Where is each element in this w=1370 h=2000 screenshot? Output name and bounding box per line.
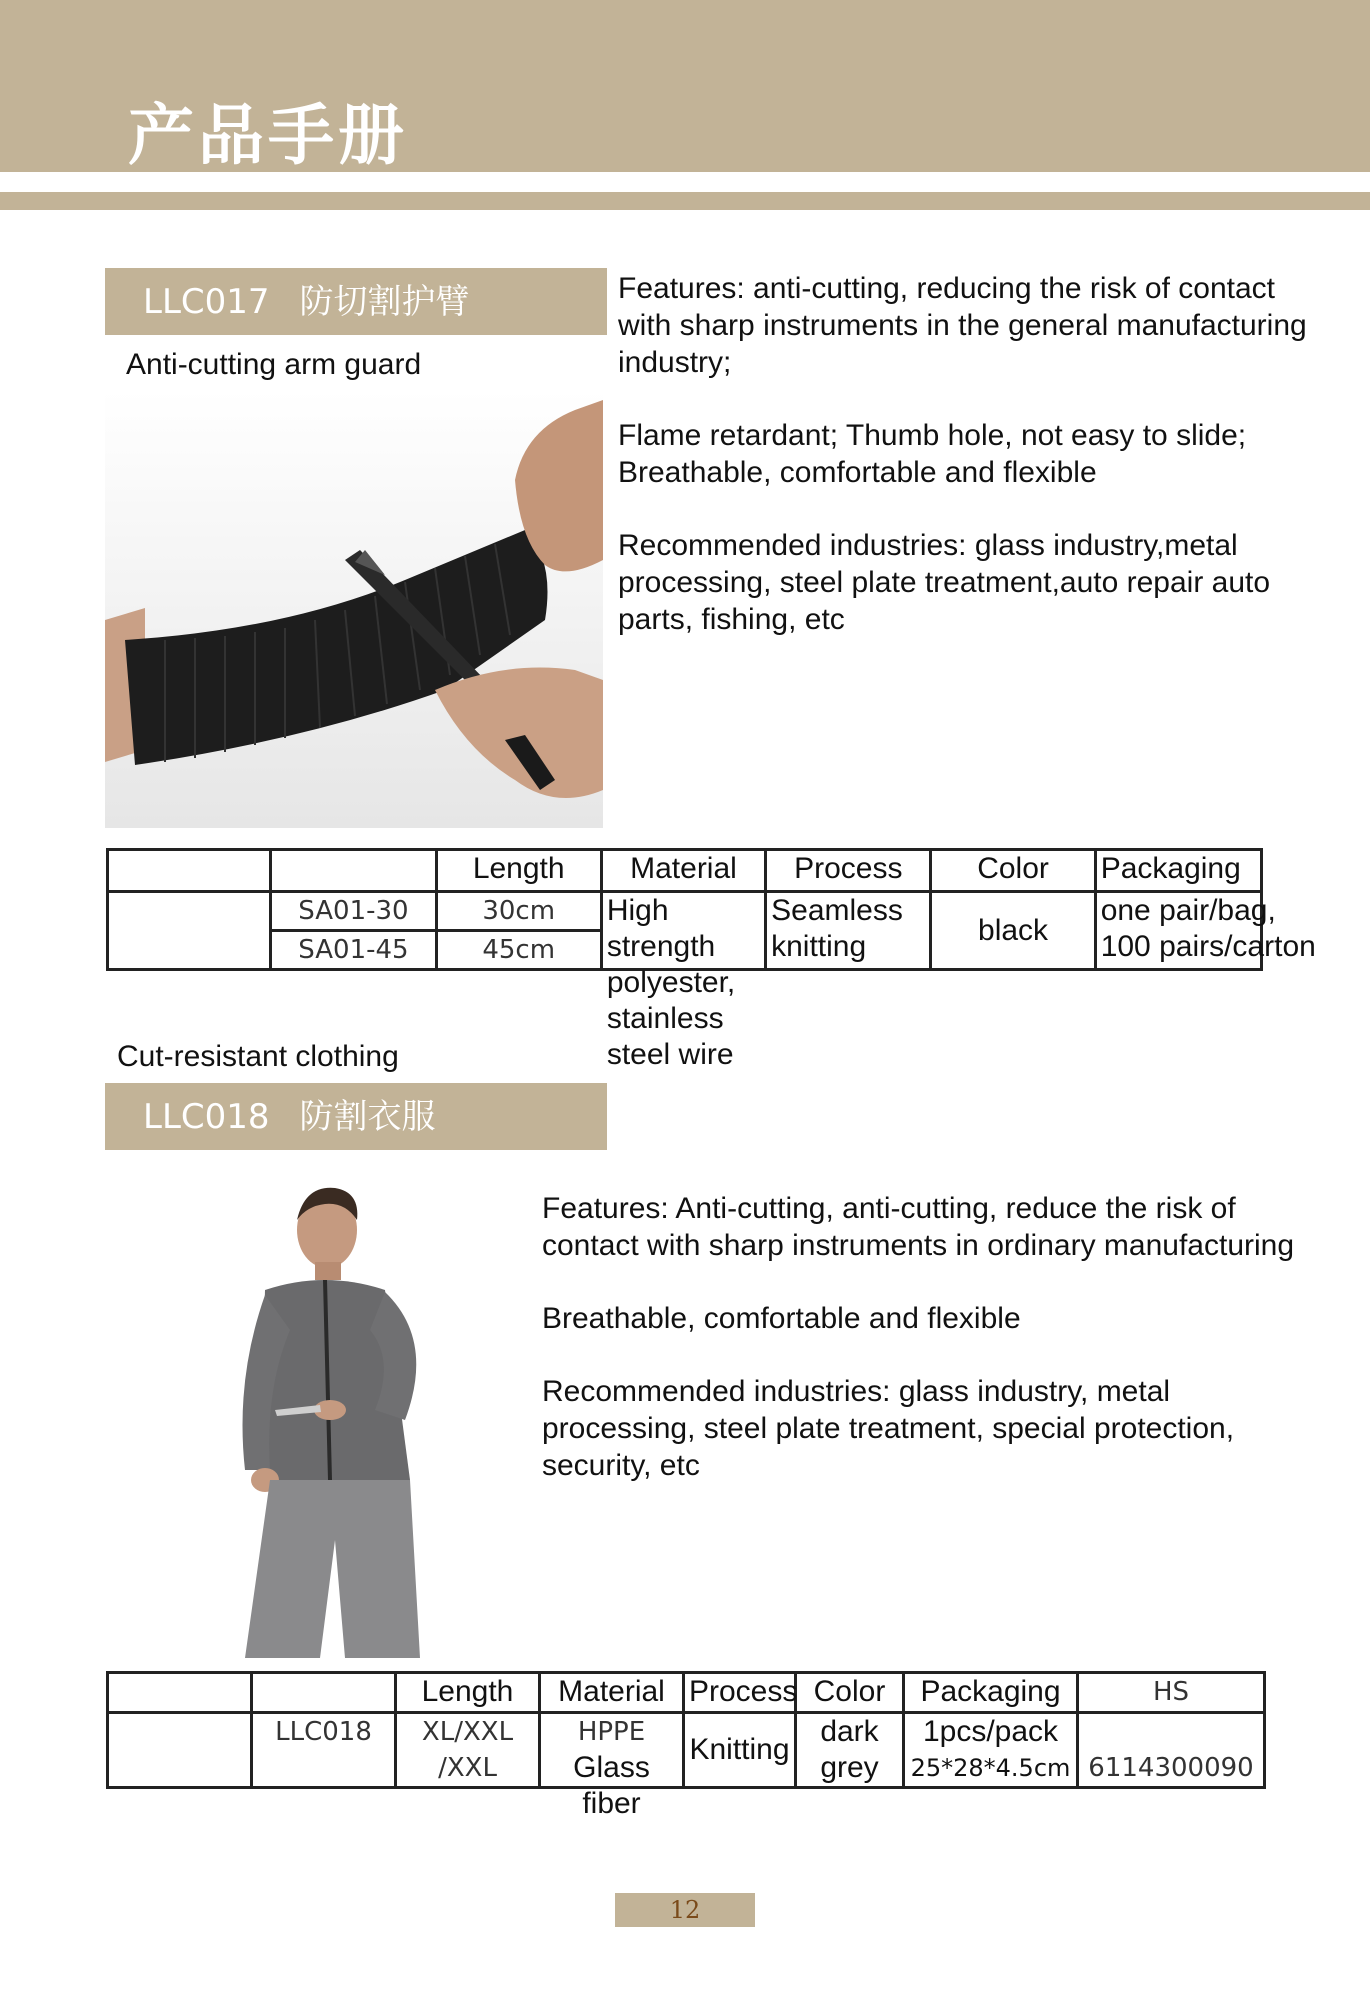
length-cell: 45cm [436, 931, 601, 970]
header-cell: Length [396, 1673, 540, 1713]
product1-tag [105, 268, 607, 335]
product1-paragraph: Recommended industries: glass industry,metal processing, steel plate treatment,auto repair auto parts, fishing, etc [618, 529, 1271, 636]
process-cell [766, 892, 931, 970]
packaging-cell [1095, 892, 1316, 970]
length-cell [396, 1713, 540, 1788]
product1-name-en: Anti-cutting arm guard [126, 348, 422, 381]
material-line: strength [606, 930, 716, 963]
header-cell-text: Packaging [1100, 852, 1241, 885]
header-cell [108, 1673, 252, 1713]
color-cell: black [931, 892, 1095, 970]
hs-code-cell: 6114300090 [1078, 1713, 1265, 1788]
table-row [108, 1713, 1265, 1788]
header-cell: Color [931, 850, 1095, 892]
header-cell: Process [684, 1673, 796, 1713]
product1-code: LLC017 [143, 281, 270, 322]
material-line: steel wire [606, 1038, 734, 1071]
product2-paragraph: Features: Anti-cutting, anti-cutting, reduce the risk of contact with sharp instruments in ordinary manufacturing [542, 1192, 1295, 1262]
clothing-photo [235, 1180, 471, 1658]
process-line: knitting [771, 930, 867, 963]
material-line: stainless [606, 1002, 724, 1035]
model-cell: LLC018 [252, 1713, 396, 1788]
header-cell: Process [766, 850, 931, 892]
length-cell: 30cm [436, 892, 601, 931]
header-cell: Length [436, 850, 601, 892]
product1-description [618, 270, 1328, 638]
product2-tag [105, 1083, 607, 1150]
table-row [108, 892, 1262, 931]
material-cell [601, 892, 765, 1071]
page-number: 12 [615, 1893, 755, 1927]
product2-paragraph: Recommended industries: glass industry, metal processing, steel plate treatment, special protection, security, etc [542, 1375, 1235, 1482]
product2-paragraph: Breathable, comfortable and flexible [542, 1302, 1021, 1335]
packaging-line: 1pcs/pack [922, 1715, 1059, 1748]
material-line: HPPE [577, 1717, 646, 1747]
product1-name-cn: 防切割护臂 [299, 281, 470, 322]
material-line: polyester, [606, 966, 736, 999]
product2-code: LLC018 [143, 1096, 270, 1137]
header-cell: HS [1078, 1673, 1265, 1713]
color-cell [796, 1713, 904, 1788]
header-cell: Color [796, 1673, 904, 1713]
process-line: Seamless [771, 894, 903, 927]
product2-description [542, 1190, 1302, 1484]
color-line: grey [820, 1751, 879, 1784]
product2-name-cn: 防割衣服 [299, 1096, 436, 1137]
header-divider [0, 192, 1370, 210]
table-header-row [108, 1673, 1265, 1713]
length-line: /XXL [438, 1753, 497, 1783]
header-cell: Material [601, 850, 765, 892]
material-lines [606, 893, 760, 1071]
length-line: XL/XXL [421, 1717, 514, 1747]
material-line: High [606, 894, 669, 927]
header-cell [271, 850, 436, 892]
header-cell [108, 850, 271, 892]
packaging-line: one pair/bag, [1100, 894, 1276, 927]
material-lines [545, 1714, 678, 1820]
product2-name-en: Cut-resistant clothing [117, 1040, 399, 1073]
color-line: dark [820, 1715, 879, 1748]
table-cell [108, 892, 271, 970]
arm-guard-photo [105, 390, 603, 828]
product2-spec-table [106, 1671, 1266, 1820]
header-cell: Material [540, 1673, 684, 1713]
packaging-cell [904, 1713, 1078, 1788]
product1-paragraph: Flame retardant; Thumb hole, not easy to slide; Breathable, comfortable and flexible [618, 419, 1247, 489]
table-cell [108, 1713, 252, 1788]
model-cell: SA01-30 [271, 892, 436, 931]
model-cell: SA01-45 [271, 931, 436, 970]
page-title: 产品手册 [128, 97, 408, 174]
material-line: Glass [573, 1751, 650, 1784]
material-overflow [607, 965, 735, 1073]
packaging-line: 25*28*4.5cm [910, 1754, 1071, 1782]
product1-paragraph: Features: anti-cutting, reducing the risk of contact with sharp instruments in the general manufacturing industry; [618, 272, 1307, 379]
table-header-row [108, 850, 1262, 892]
header-cell [1095, 850, 1261, 892]
material-line: fiber [582, 1787, 641, 1820]
process-cell: Knitting [684, 1713, 796, 1788]
material-cell [540, 1713, 684, 1820]
header-cell: Packaging [904, 1673, 1078, 1713]
packaging-line: 100 pairs/carton [1100, 930, 1316, 963]
header-cell [252, 1673, 396, 1713]
